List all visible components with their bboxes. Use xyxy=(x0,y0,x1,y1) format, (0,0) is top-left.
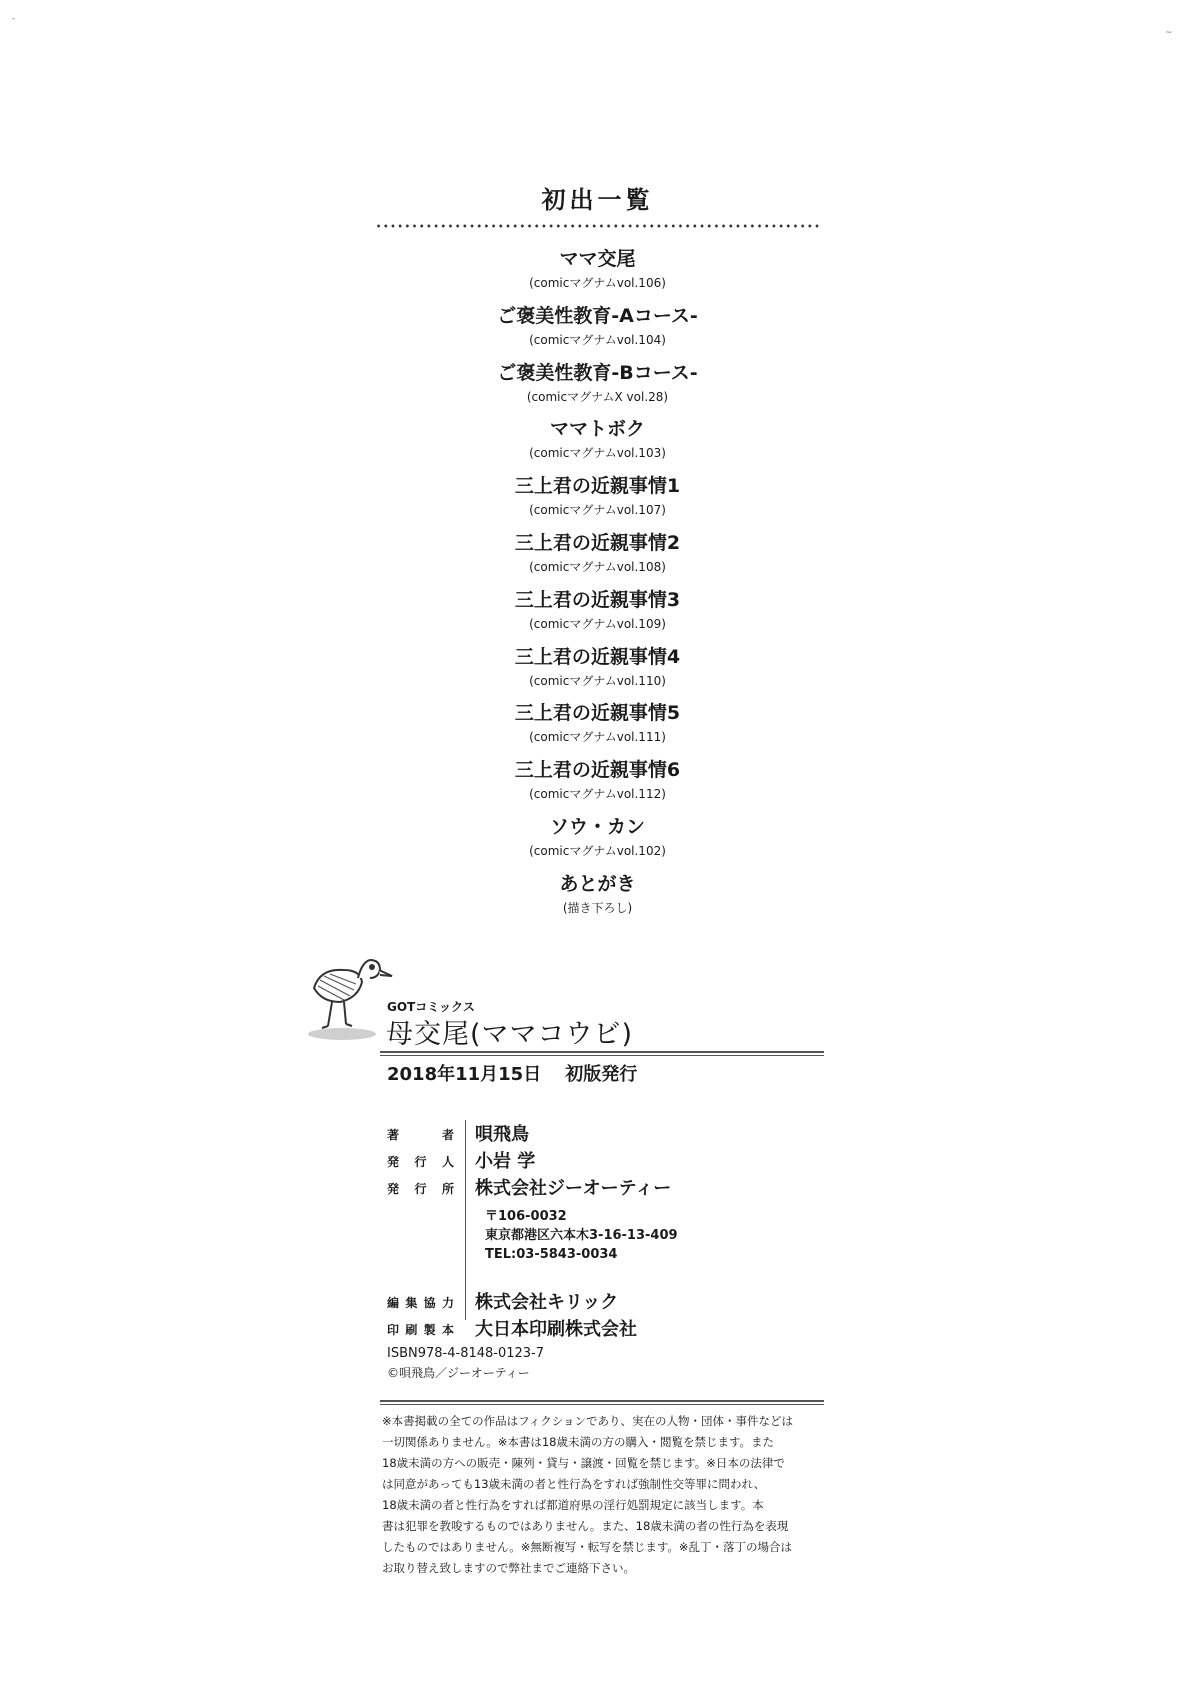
credit-label: 著 者 xyxy=(387,1128,455,1142)
notice-line: したものではありません。※無断複写・転写を禁じます。※乱丁・落丁の場合は xyxy=(382,1540,793,1554)
notice-line: 18歳未満の者と性行為をすれば都道府県の淫行処罰規定に該当します。本 xyxy=(382,1498,764,1512)
toc-item xyxy=(375,360,820,417)
notice-line: ※本書掲載の全ての作品はフィクションであり、実在の人物・団体・事件などは xyxy=(382,1414,793,1428)
toc-item xyxy=(375,473,820,530)
notice-line: お取り替え致しますので弊社までご連絡下さい。 xyxy=(382,1561,635,1575)
toc-item-source: (comicマグナムvol.107) xyxy=(529,503,666,518)
toc-item xyxy=(375,416,820,473)
toc-item-source: (comicマグナムvol.108) xyxy=(529,559,666,574)
toc-item xyxy=(375,530,820,587)
toc-item-title: 三上君の近親事情5 xyxy=(514,702,681,725)
toc-item xyxy=(375,246,820,303)
toc-item-source: (comicマグナムvol.104) xyxy=(529,332,666,347)
toc-item-source: (comicマグナムvol.106) xyxy=(529,276,666,290)
postal-code: 〒106-0032 xyxy=(485,1209,567,1224)
toc-item-title: ママ交尾 xyxy=(559,248,636,270)
legal-notice xyxy=(382,1411,822,1579)
toc-item xyxy=(375,587,820,644)
toc-item xyxy=(375,303,820,360)
toc-item xyxy=(375,644,820,701)
credit-value: 小岩 学 xyxy=(475,1151,536,1172)
toc-item-title: ママトボク xyxy=(549,418,645,441)
publication-date xyxy=(387,1060,637,1086)
divider xyxy=(380,1400,824,1405)
notice-line: 18歳未満の方への販売・陳列・貸与・譲渡・回覧を禁じます。※日本の法律で xyxy=(382,1456,785,1470)
pub-date: 2018年11月15日 xyxy=(387,1064,542,1085)
street-address: 東京都港区六本木3-16-13-409 xyxy=(485,1228,678,1243)
toc-item-title: あとがき xyxy=(559,872,636,895)
toc-item-title: 三上君の近親事情6 xyxy=(514,759,681,782)
credit-value: 株式会社キリック xyxy=(475,1292,619,1313)
credit-value: 唄飛鳥 xyxy=(475,1124,529,1145)
toc-item xyxy=(375,871,820,928)
imprint-label: GOTコミックス xyxy=(387,1000,475,1014)
toc-item-source: (comicマグナムvol.102) xyxy=(529,843,666,858)
isbn: ISBN978-4-8148-0123-7 xyxy=(387,1346,545,1361)
corner-mark-left: - xyxy=(12,14,16,24)
toc-item-title: 三上君の近親事情3 xyxy=(514,588,681,611)
divider xyxy=(380,1051,824,1056)
toc-item-title: 三上君の近親事情2 xyxy=(514,531,681,554)
toc-list xyxy=(375,246,820,928)
toc-item-title: ご褒美性教育-Bコース- xyxy=(497,361,698,384)
book-title: 母交尾(ママコウビ) xyxy=(386,1019,634,1050)
toc-item-source: (描き下ろし) xyxy=(562,900,633,915)
toc-item xyxy=(375,757,820,814)
toc-item-title: 三上君の近親事情4 xyxy=(514,645,681,668)
credits-divider xyxy=(465,1120,466,1320)
copyright: ©唄飛鳥／ジーオーティー xyxy=(387,1366,530,1380)
toc-title: 初出一覧 xyxy=(541,186,654,214)
toc-item-source: (comicマグナムvol.103) xyxy=(529,446,666,461)
toc-item-source: (comicマグナムvol.111) xyxy=(529,730,666,745)
toc-item xyxy=(375,814,820,871)
corner-mark-right: ~ xyxy=(1165,28,1173,38)
bird-mascot-icon xyxy=(300,948,400,1048)
dotted-divider xyxy=(375,224,820,228)
toc-item-source: (comicマグナムvol.109) xyxy=(529,616,666,631)
toc-item-title: ご褒美性教育-Aコース- xyxy=(497,304,698,327)
toc-item-title: 三上君の近親事情1 xyxy=(514,475,681,498)
notice-line: 書は犯罪を教唆するものではありません。また、18歳未満の者の性行為を表現 xyxy=(382,1519,789,1533)
toc-item-source: (comicマグナムX vol.28) xyxy=(526,389,669,404)
credit-label: 発 行 所 xyxy=(387,1182,455,1196)
toc-item-title: ソウ・カン xyxy=(549,815,645,838)
toc-item xyxy=(375,700,820,757)
notice-line: は同意があっても13歳未満の者と性行為をすれば強制性交等罪に問われ、 xyxy=(382,1477,766,1491)
credit-value: 大日本印刷株式会社 xyxy=(475,1319,637,1340)
credit-value: 株式会社ジーオーティー xyxy=(475,1178,672,1199)
credit-label: 印 刷 製 本 xyxy=(387,1323,455,1337)
credit-label: 編 集 協 力 xyxy=(387,1296,455,1310)
toc-item-source: (comicマグナムvol.112) xyxy=(529,787,666,802)
credit-label: 発 行 人 xyxy=(387,1155,455,1169)
telephone: TEL:03-5843-0034 xyxy=(485,1247,618,1262)
toc-item-source: (comicマグナムvol.110) xyxy=(529,673,666,688)
edition: 初版発行 xyxy=(565,1064,638,1085)
notice-line: 一切関係ありません。※本書は18歳未満の方の購入・閲覧を禁じます。また xyxy=(382,1435,775,1449)
